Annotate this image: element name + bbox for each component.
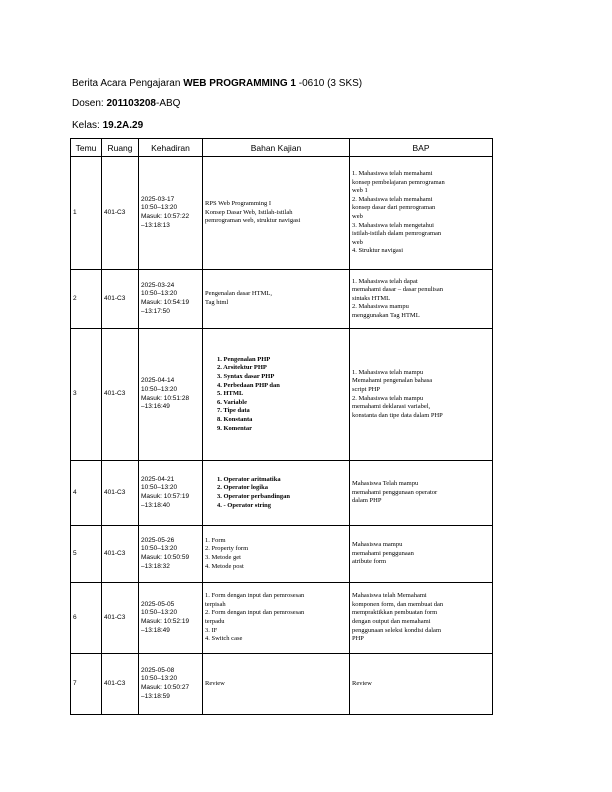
bap-line: konsep dasar dari pemrograman [352, 204, 436, 212]
bap-line: 3. Mahasiswa telah mengetahui [352, 221, 434, 229]
bap-line: memahami dasar – dasar penulisan [352, 286, 443, 294]
bap-line: konsep pembelajaran pemrograman [352, 178, 445, 186]
attendance-time: 10:50–13:20 [141, 290, 178, 298]
teaching-record-table [70, 138, 493, 715]
bap-cell [350, 270, 493, 329]
attendance-checkin: Masuk: 10:54:19 [141, 299, 190, 306]
bap-cell [350, 583, 493, 654]
table-row [71, 157, 493, 270]
bap-line: konstanta dan tipe data dalam PHP [352, 411, 443, 419]
attendance-cell [139, 157, 203, 270]
attendance-checkout: –13:18:32 [141, 562, 170, 570]
attendance-time: 10:50–13:20 [141, 204, 178, 212]
attendance-time: 10:50–13:20 [141, 609, 178, 617]
material-line: Konsep Dasar Web, Istilah-istilah [205, 208, 293, 216]
document-title [72, 78, 362, 89]
bap-line: web [352, 213, 363, 220]
attendance-date: 2025-05-26 [141, 536, 175, 544]
attendance-checkin: Masuk: 10:51:28 [141, 394, 190, 402]
attendance-cell [139, 654, 203, 715]
class-code: 19.2A.29 [102, 120, 144, 131]
attendance-date: 2025-04-21 [141, 475, 175, 483]
material-line: 5. HTML [217, 390, 244, 398]
bap-line: web [352, 238, 363, 246]
col-header-bap: BAP [350, 139, 493, 157]
material-line: 3. Operator perbandingan [217, 493, 291, 500]
attendance-checkout: –13:16:49 [141, 403, 170, 411]
lecturer-label: Dosen: [72, 98, 107, 109]
material-line: 4. Switch case [205, 635, 243, 643]
room-cell: 401-C3 [102, 270, 139, 329]
material-cell [203, 329, 350, 461]
bap-line: menggunakan Tag HTML [352, 311, 420, 319]
attendance-date: 2025-05-05 [141, 600, 175, 608]
material-cell [203, 270, 350, 329]
meeting-number: 2 [71, 270, 102, 329]
material-line: 4. Perbedaan PHP dan [217, 381, 280, 389]
material-line: 4. Metode post [205, 562, 244, 570]
room-cell: 401-C3 [102, 329, 139, 461]
meeting-number: 1 [71, 157, 102, 270]
table-row [71, 654, 493, 715]
material-line: 2. Property form [205, 545, 249, 553]
bap-line: 2. Mahasiswa telah memahami [352, 195, 433, 203]
bap-line: memahami penggunaan [352, 549, 414, 557]
bap-line: komponen form, dan membuat dan [352, 600, 444, 608]
material-line: 6. Variable [217, 398, 247, 406]
attendance-cell [139, 583, 203, 654]
attendance-checkout: –13:18:59 [141, 692, 170, 700]
class-line [72, 120, 143, 131]
bap-line: mempraktikkan pembuatan form [352, 609, 438, 617]
attendance-date: 2025-05-08 [141, 666, 175, 674]
room-cell: 401-C3 [102, 157, 139, 270]
bap-cell [350, 157, 493, 270]
title-prefix: Berita Acara Pengajaran [72, 78, 184, 89]
bap-line: atribute form [352, 558, 387, 566]
bap-line: penggunaan seleksi kondisi dalam [352, 626, 441, 634]
material-line: 1. Form dengan input dan pemrosesan [205, 592, 305, 600]
attendance-cell [139, 526, 203, 583]
material-line: terpisah [205, 600, 226, 608]
material-line: 3. Metode get [205, 554, 241, 561]
bap-line: Memahami pengenalan bahasa [352, 377, 433, 385]
material-line: Pengenalan dasar HTML, [205, 290, 272, 298]
table-header-row [71, 139, 493, 157]
attendance-cell [139, 329, 203, 461]
material-line: 2. Operator logika [217, 484, 268, 492]
material-line: Review [205, 679, 225, 687]
material-line: terpadu [205, 618, 225, 625]
col-header-room: Ruang [102, 139, 139, 157]
material-cell [203, 526, 350, 583]
material-line: 1. Pengenalan PHP [217, 355, 271, 363]
material-line: 1. Form [205, 536, 226, 544]
table-row [71, 329, 493, 461]
bap-line: script PHP [352, 385, 380, 393]
lecturer-suffix: -ABQ [155, 98, 181, 109]
meeting-number: 3 [71, 329, 102, 461]
attendance-checkin: Masuk: 10:50:27 [141, 684, 190, 691]
material-cell [203, 157, 350, 270]
bap-line: 1. Mahasiswa telah mampu [352, 368, 424, 376]
attendance-time: 10:50–13:20 [141, 675, 178, 683]
table-row [71, 583, 493, 654]
material-cell [203, 461, 350, 526]
bap-line: sintaks HTML [352, 294, 391, 302]
bap-cell [350, 526, 493, 583]
attendance-checkout: –13:17:50 [141, 307, 170, 315]
room-cell: 401-C3 [102, 461, 139, 526]
bap-line: 4. Struktur navigasi [352, 247, 404, 255]
lecturer-line [72, 98, 180, 109]
attendance-checkout: –13:18:49 [141, 626, 170, 634]
bap-cell [350, 461, 493, 526]
table-row [71, 526, 493, 583]
attendance-checkin: Masuk: 10:52:19 [141, 618, 190, 625]
material-line: 9. Komentar [217, 424, 253, 432]
meeting-number: 5 [71, 526, 102, 583]
attendance-date: 2025-03-17 [141, 195, 175, 203]
material-line: 3. Syntax dasar PHP [217, 373, 275, 381]
bap-line: memahami deklarasi variabel, [352, 403, 431, 411]
material-line: 3. IF [205, 626, 218, 634]
room-cell: 401-C3 [102, 654, 139, 715]
attendance-time: 10:50–13:20 [141, 385, 178, 393]
attendance-checkout: –13:18:40 [141, 501, 170, 509]
class-label: Kelas: [72, 120, 103, 131]
meeting-number: 4 [71, 461, 102, 526]
material-line: RPS Web Programming I [205, 200, 271, 208]
meeting-number: 6 [71, 583, 102, 654]
bap-line: dengan output dan memahami [352, 618, 431, 625]
material-cell [203, 654, 350, 715]
bap-line: 2. Mahasiswa mampu [352, 303, 409, 311]
room-cell: 401-C3 [102, 583, 139, 654]
bap-line: 2. Mahasiswa telah mampu [352, 394, 424, 402]
attendance-checkout: –13:18:13 [141, 221, 170, 229]
bap-line: istilah-istilah dalam pemrograman [352, 230, 442, 238]
bap-line: web 1 [352, 187, 368, 195]
room-cell: 401-C3 [102, 526, 139, 583]
meeting-number: 7 [71, 654, 102, 715]
material-cell [203, 583, 350, 654]
course-name: WEB PROGRAMMING 1 [183, 78, 296, 89]
course-code: -0610 (3 SKS) [295, 78, 363, 89]
bap-line: Review [352, 679, 372, 687]
lecturer-id: 201103208 [106, 98, 156, 109]
bap-line: dalam PHP [352, 497, 382, 505]
material-line: 7. Tipe data [217, 407, 250, 415]
bap-line: 1. Mahasiswa telah memahami [352, 170, 433, 178]
attendance-time: 10:50–13:20 [141, 545, 178, 553]
bap-line: PHP [352, 635, 364, 643]
material-line: 2. Arsitektur PHP [217, 364, 267, 372]
material-line: pemrograman web, struktur navigasi [205, 217, 301, 225]
col-header-material: Bahan Kajian [203, 139, 350, 157]
material-line: 4. - Operator string [217, 501, 272, 509]
attendance-cell [139, 270, 203, 329]
attendance-checkin: Masuk: 10:57:22 [141, 213, 190, 220]
bap-line: Mahasiswa Telah mampu [352, 480, 419, 488]
col-header-meeting: Temu [71, 139, 102, 157]
material-line: 8. Konstanta [217, 415, 253, 423]
bap-cell [350, 329, 493, 461]
table-row [71, 270, 493, 329]
material-line: 1. Operator aritmatika [217, 475, 281, 483]
bap-cell [350, 654, 493, 715]
attendance-checkin: Masuk: 10:57:19 [141, 493, 190, 500]
attendance-date: 2025-04-14 [141, 377, 175, 385]
bap-line: 1. Mahasiswa telah dapat [352, 277, 418, 285]
col-header-attendance: Kehadiran [139, 139, 203, 157]
bap-line: memahami penggunaan operator [352, 488, 438, 496]
material-line: 2. Form dengan input dan pemrosesan [205, 609, 305, 617]
material-line: Tag html [205, 299, 229, 306]
bap-line: Mahasiswa mampu [352, 541, 403, 549]
attendance-cell [139, 461, 203, 526]
attendance-checkin: Masuk: 10:50:59 [141, 554, 190, 561]
attendance-date: 2025-03-24 [141, 281, 175, 289]
bap-line: Mahasiswa telah Memahami [352, 592, 427, 600]
attendance-time: 10:50–13:20 [141, 484, 178, 492]
table-row [71, 461, 493, 526]
